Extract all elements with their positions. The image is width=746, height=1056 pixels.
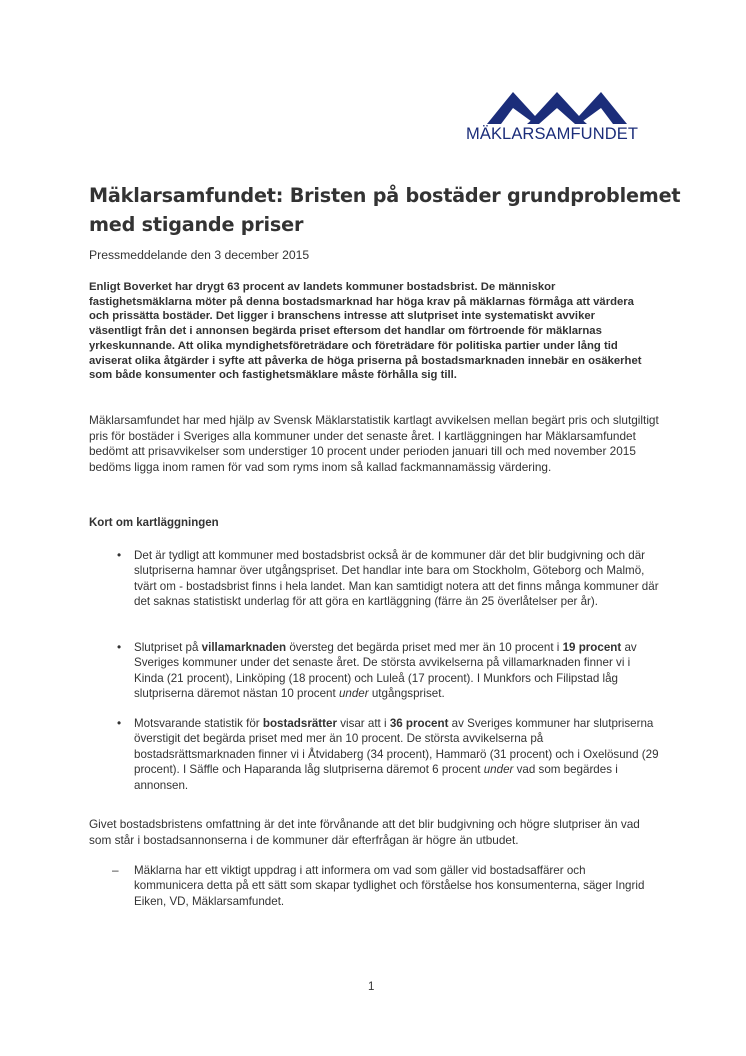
bold-figure: 36 procent <box>389 717 449 730</box>
bullet-marker: • <box>117 716 122 730</box>
quote-paragraph: Mäklarna har ett viktigt uppdrag i att informera om vad som gäller vid bostadsaffärer och kommunicera detta på ett sätt som skapar tydlighet och förståelse hos konsumenterna, säger Ingrid Eiken, VD, Mäklarsamfundet. <box>134 864 645 908</box>
logo-text: MÄKLARSAMFUNDET <box>466 125 639 143</box>
logo-mark-icon <box>487 86 639 124</box>
italic-term: under <box>338 687 369 701</box>
dateline: Pressmeddelande den 3 december 2015 <box>89 248 310 262</box>
bold-term: villamarknaden <box>201 641 287 654</box>
bullet-marker: • <box>117 640 122 654</box>
dash-marker: – <box>112 863 119 877</box>
body-paragraph-2: Givet bostadsbristens omfattning är det inte förvånande att det blir budgivning och högre slutpriser än vad som står i bostadsannonserna i de kommuner där efterfrågan är högre än utbudet. <box>89 817 640 847</box>
company-logo <box>466 86 660 148</box>
italic-term: under <box>483 763 514 777</box>
bullet-item-3: Motsvarande statistik för bostadsrätter visar att i 36 procent av Sveriges kommuner har slutpriserna överstigit det begärda priset med mer än 10 procent. De största avvikelserna på bostadsrättsmarknaden finner vi i Åtvidaberg (34 procent), Hammarö (31 procent) och i Oxelösund (29 procent). I Säffle och Haparanda låg slutpriserna däremot 6 procent under vad som begärdes i annonsen. <box>134 717 659 792</box>
bold-term: bostadsrätter <box>262 717 337 730</box>
section-heading: Kort om kartläggningen <box>89 517 219 529</box>
bullet-item-1: Det är tydligt att kommuner med bostadsbrist också är de kommuner där det blir budgivning och där slutpriserna hamnar över utgångspriset. Det handlar inte bara om Stockholm, Göteborg och Malmö, tvärt om - bostadsbrist finns i hela landet. Man kan samtidigt notera att det finns många kommuner där det saknas statistiskt underlag för att göra en kartläggning (färre än 25 överlåtelser per år). <box>134 549 659 609</box>
bullet-item-2: Slutpriset på villamarknaden översteg det begärda priset med mer än 10 procent i 19 procent av Sveriges kommuner under det senaste året. De största avvikelserna på villamarknaden finner vi i Kinda (21 procent), Linköping (18 procent) och Luleå (17 procent). I Munkfors och Filipstad låg slutpriserna däremot nästan 10 procent under utgångspriset. <box>134 641 637 701</box>
page-title: Mäklarsamfundet: Bristen på bostäder grundproblemet med stigande priser <box>89 184 681 236</box>
page-number: 1 <box>368 981 375 993</box>
lead-paragraph: Enligt Boverket har drygt 63 procent av landets kommuner bostadsbrist. De människor fastighetsmäklarna möter på denna bostadsmarknad har höga krav på mäklarnas förmåga att värdera och prissätta bostäder. Det ligger i branschens intresse att slutpriset inte systematiskt avviker väsentligt från det i annonsen begärda priset eftersom det handlar om förtroende för mäklarnas yrkeskunnande. Att olika myndighetsföreträdare och företrädare för politiska partier under lång tid aviserat olika åtgärder i syfte att påverka de höga priserna på bostadsmarknaden innebär en osäkerhet som både konsumenter och fastighetsmäklare måste förhålla sig till. <box>89 281 642 382</box>
bullet-marker: • <box>117 548 122 562</box>
bold-figure: 19 procent <box>562 641 622 654</box>
body-paragraph-1: Mäklarsamfundet har med hjälp av Svensk Mäklarstatistik kartlagt avvikelsen mellan begärt pris och slutgiltigt pris för bostäder i Sveriges alla kommuner under det senaste året. I kartläggningen har Mäklarsamfundet bedömt att prisavvikelser som understiger 10 procent under perioden januari till och med november 2015 bedöms ligga inom ramen för vad som ryms inom så kallad fackmannamässig värdering. <box>89 413 659 474</box>
